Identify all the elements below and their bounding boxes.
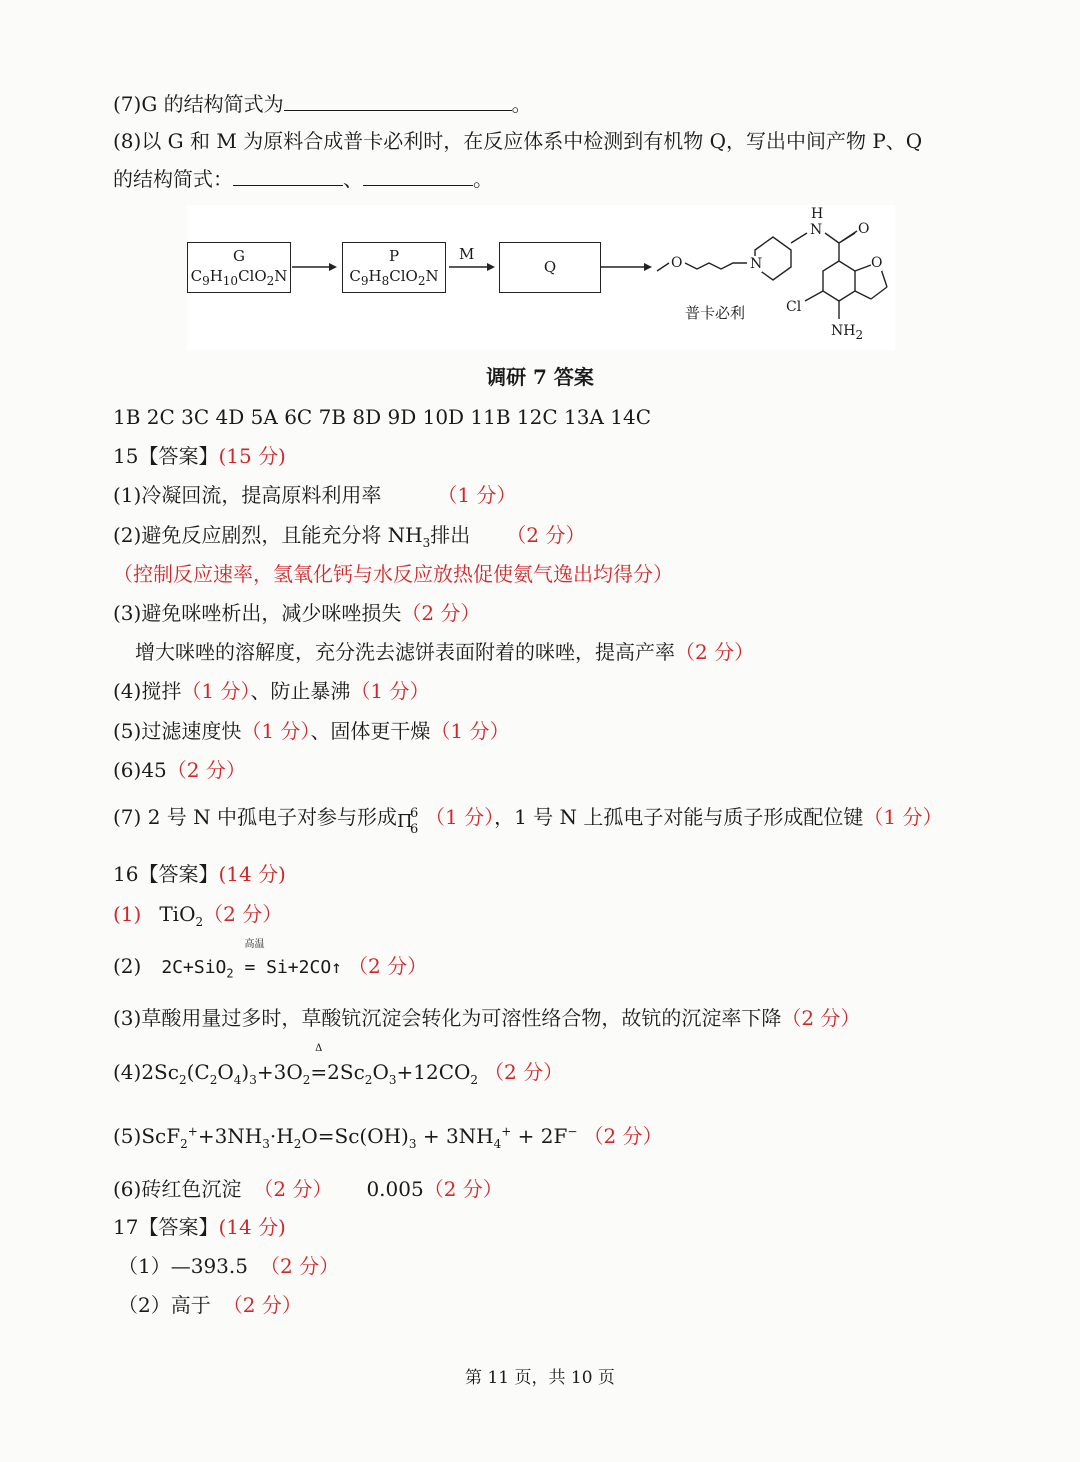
choice-answers: 1B 2C 3C 4D 5A 6C 7B 8D 9D 10D 11B 12C 13A 14C bbox=[113, 405, 652, 429]
q16-a2: 2C+SiO$_2$ 高温 = Si+2CO↑ bbox=[161, 939, 342, 981]
q15-answer-3b bbox=[135, 638, 754, 666]
q15-answer-1 bbox=[113, 481, 516, 509]
q15-a3b-score: （2 分） bbox=[675, 640, 755, 664]
q8-prompt: 的结构简式： bbox=[113, 167, 233, 191]
q16-a4-condition: Δ bbox=[315, 1043, 323, 1054]
atom-cl: Cl bbox=[786, 299, 802, 315]
q15-answer-5 bbox=[113, 717, 510, 745]
q16-answer-5 bbox=[113, 1122, 663, 1150]
q15-a2-note: （控制反应速率，氢氧化钙与水反应放热促使氨气逸出均得分） bbox=[113, 562, 673, 586]
q15-a4a: (4)搅拌 bbox=[113, 679, 182, 703]
q15-a3: (3)避免咪唑析出，减少咪唑损失 bbox=[113, 601, 402, 625]
q16-a4-score: （2 分） bbox=[484, 1060, 564, 1084]
q17-score: (14 分) bbox=[218, 1215, 286, 1239]
q15-a1: (1)冷凝回流，提高原料利用率 bbox=[113, 483, 382, 507]
q15-answer-3 bbox=[113, 599, 480, 627]
atom-o-ether: O bbox=[671, 255, 683, 271]
pi-bond-symbol bbox=[396, 806, 425, 837]
atom-nh2: $NH_2$ bbox=[831, 323, 864, 342]
q17-a2: （2）高于 bbox=[118, 1293, 211, 1317]
p-label: P bbox=[388, 247, 400, 265]
question-7 bbox=[113, 90, 532, 118]
synthesis-scheme bbox=[187, 205, 895, 350]
q15-a7a-score: （1 分） bbox=[424, 805, 495, 829]
atom-n-amide: N bbox=[810, 222, 823, 238]
q16-answer-1 bbox=[113, 900, 282, 928]
q15-a7b: ，1 号 N 上孤电子对能与质子形成配位键 bbox=[494, 805, 864, 829]
q16-a3-score: （2 分） bbox=[781, 1006, 861, 1030]
q15-a4a-score: （1 分） bbox=[181, 679, 251, 703]
q17-answer-2 bbox=[118, 1291, 302, 1319]
q15-head: 15【答案】 bbox=[113, 444, 219, 468]
q15-answer-7 bbox=[113, 803, 943, 837]
q15-a2: (2)避免反应剧烈，且能充分将 $NH_3$排出 bbox=[113, 523, 471, 550]
q15-a1-score: （1 分） bbox=[437, 483, 517, 507]
q8-sep: 、 bbox=[343, 167, 363, 191]
q15-answer-2 bbox=[113, 521, 585, 549]
q15-a2-score: （2 分） bbox=[506, 523, 586, 547]
g-formula: $C_9H_{10}ClO_2N$ bbox=[190, 267, 288, 288]
q15-a6: (6)45 bbox=[113, 758, 167, 782]
question-8-line2 bbox=[113, 165, 493, 193]
q15-a5b-score: （1 分） bbox=[430, 719, 510, 743]
q16-a1: TiO$_2$ bbox=[159, 902, 204, 929]
q16-a5-score: （2 分） bbox=[583, 1124, 663, 1148]
q17-answer-1 bbox=[118, 1252, 339, 1280]
q7-text: (7)G 的结构简式为 bbox=[113, 92, 284, 116]
answer-title: 调研 7 答案 bbox=[486, 365, 594, 389]
compound-q-box bbox=[499, 242, 601, 293]
q8-end: 。 bbox=[473, 167, 493, 191]
q16-a1-score: （2 分） bbox=[203, 902, 283, 926]
q17-a1: （1）—393.5 bbox=[118, 1254, 248, 1278]
q16-a3: (3)草酸用量过多时，草酸钪沉淀会转化为可溶性络合物，故钪的沉淀率下降 bbox=[113, 1006, 782, 1030]
question-8-line1: (8)以 G 和 M 为原料合成普卡必利时，在反应体系中检测到有机物 Q，写出中间产物 P、Q bbox=[113, 129, 923, 153]
compound-p-box bbox=[342, 242, 446, 293]
g-label: G bbox=[233, 247, 245, 265]
q16-a6a: (6)砖红色沉淀 bbox=[113, 1177, 242, 1201]
q15-a7a: (7) 2 号 N 中孤电子对参与形成 bbox=[113, 805, 397, 829]
atom-o-furan: O bbox=[871, 255, 883, 271]
q16-answer-2 bbox=[113, 939, 428, 982]
q15-a5b: 、固体更干燥 bbox=[310, 719, 431, 743]
q16-answer-6 bbox=[113, 1175, 503, 1203]
q15-a3-score: （2 分） bbox=[401, 601, 481, 625]
q15-a6-score: （2 分） bbox=[166, 758, 246, 782]
q16-head: 16【答案】 bbox=[113, 862, 219, 886]
q16-header bbox=[113, 860, 286, 888]
q15-a7b-score: （1 分） bbox=[863, 805, 943, 829]
q15-a4b: 、防止暴沸 bbox=[250, 679, 351, 703]
q7-answer-blank bbox=[284, 90, 512, 111]
pi-sub: 6 bbox=[409, 822, 419, 837]
reagent-m-label: M bbox=[459, 245, 475, 263]
atom-n-ring: N bbox=[750, 256, 763, 272]
pi-letter: Π bbox=[396, 811, 413, 832]
q15-a5a-score: （1 分） bbox=[241, 719, 311, 743]
q16-a6b: 0.005 bbox=[366, 1177, 424, 1201]
q-answer-blank bbox=[363, 165, 473, 186]
q15-a3b: 增大咪唑的溶解度，充分洗去滤饼表面附着的咪唑，提高产率 bbox=[135, 640, 675, 664]
q15-answer-6 bbox=[113, 756, 246, 784]
q16-a6a-score: （2 分） bbox=[253, 1177, 333, 1201]
atom-o-carbonyl: O bbox=[858, 221, 870, 237]
q16-score: (14 分) bbox=[218, 862, 286, 886]
pi-sup: 6 bbox=[409, 806, 419, 821]
q16-a2-condition: 高温 bbox=[244, 939, 265, 950]
q16-a1-number: (1) bbox=[113, 902, 142, 926]
q15-a4b-score: （1 分） bbox=[350, 679, 430, 703]
q16-a4: $(4)2Sc_2(C_2O_4)_3+3O_2$ Δ $=2Sc_2O_3+12CO_2$ bbox=[113, 1043, 479, 1087]
page-footer: 第 11 页，共 10 页 bbox=[465, 1368, 615, 1388]
p-formula: $C_9H_8ClO_2N$ bbox=[349, 267, 439, 288]
product-name: 普卡必利 bbox=[685, 304, 746, 322]
q15-header bbox=[113, 442, 286, 470]
q7-end: 。 bbox=[511, 92, 532, 116]
q17-header bbox=[113, 1213, 286, 1241]
q15-score: (15 分) bbox=[218, 444, 286, 468]
q15-a5a: (5)过滤速度快 bbox=[113, 719, 242, 743]
q16-answer-4 bbox=[113, 1043, 564, 1087]
q16-a5: $(5)ScF_2^++3NH_3\cdot H_2O=Sc(OH)_3 + 3NH_4^+ + 2F^-$ bbox=[113, 1124, 578, 1151]
q-label: Q bbox=[543, 258, 557, 276]
q16-a2-number: (2) bbox=[113, 954, 142, 978]
atom-h: H bbox=[811, 206, 824, 222]
q16-a2-score: （2 分） bbox=[348, 954, 428, 978]
p-answer-blank bbox=[233, 165, 343, 186]
q17-head: 17【答案】 bbox=[113, 1215, 219, 1239]
q16-a6b-score: （2 分） bbox=[423, 1177, 503, 1201]
q17-a2-score: （2 分） bbox=[222, 1293, 302, 1317]
q15-answer-4 bbox=[113, 677, 430, 705]
q17-a1-score: （2 分） bbox=[259, 1254, 340, 1278]
q16-answer-3 bbox=[113, 1004, 860, 1032]
